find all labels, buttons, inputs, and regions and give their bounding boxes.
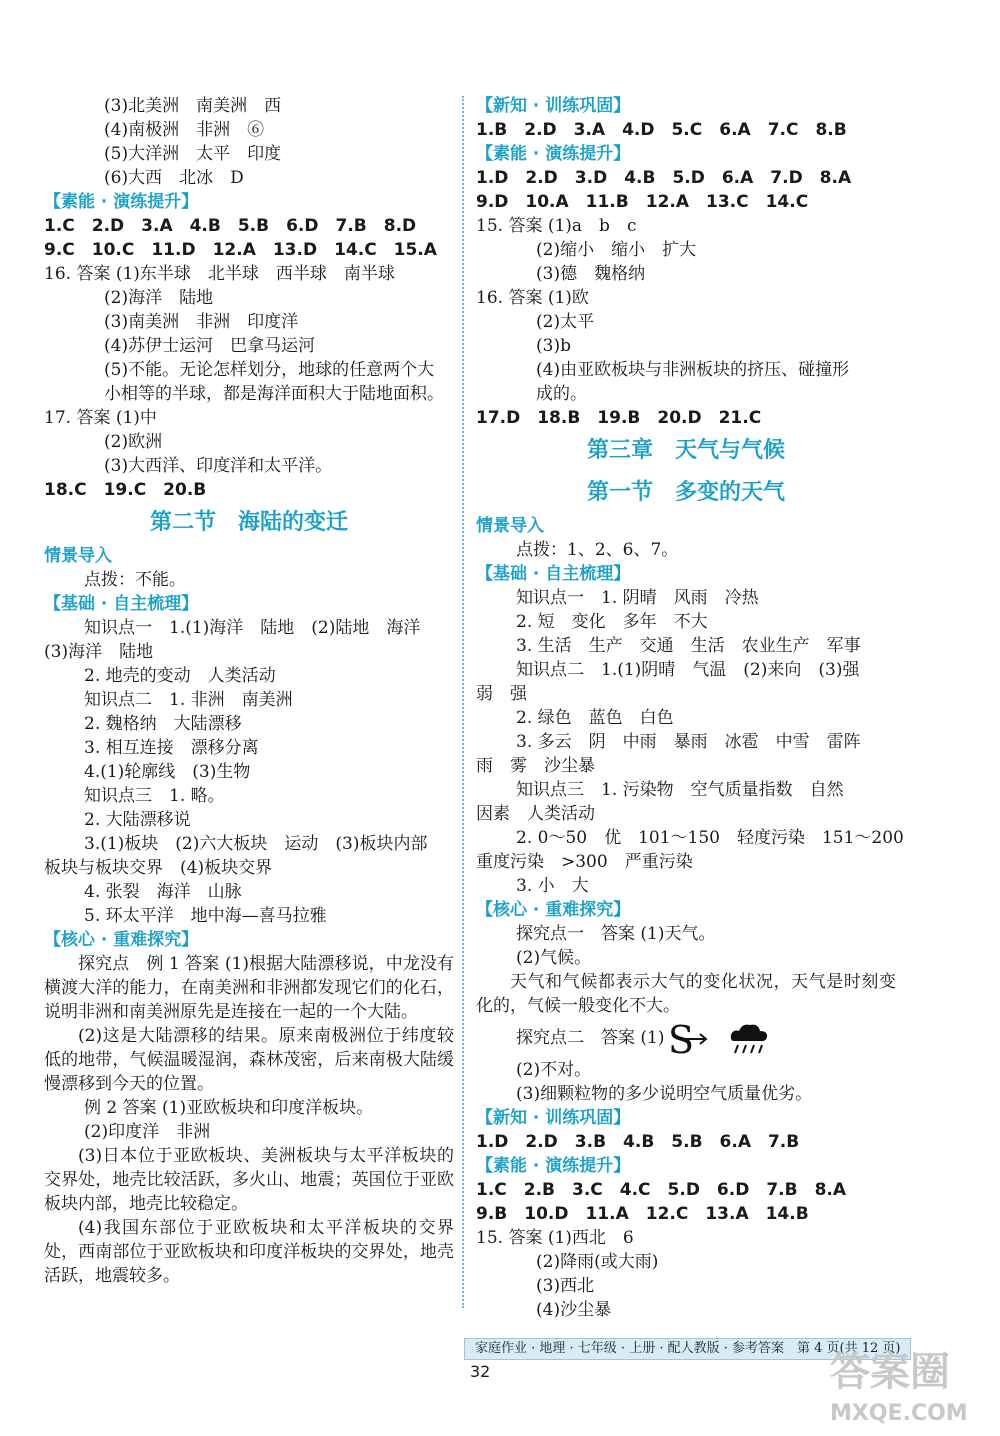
answer-key-row: 1.C 2.D 3.A 4.B 5.B 6.D 7.B 8.D <box>44 216 417 236</box>
section-heading: 【素能 · 演练提升】 <box>476 144 631 164</box>
answer-line: 3. 小 大 <box>516 876 589 896</box>
answer-key-row: 1.D 2.D 3.D 4.B 5.D 6.A 7.D 8.A <box>476 168 852 188</box>
section-heading: 【新知 · 训练巩固】 <box>476 96 631 116</box>
answer-line: (3)西北 <box>536 1276 595 1296</box>
section-heading: 【基础 · 自主梳理】 <box>476 564 631 584</box>
answer-line: (3)大西洋、印度洋和太平洋。 <box>104 456 333 476</box>
answer-line: 5. 环太平洋 地中海—喜马拉雅 <box>84 906 327 926</box>
watermark-logo <box>820 1340 990 1430</box>
answer-line: 16. 答案 (1)欧 <box>476 288 589 308</box>
answer-line: 2. 大陆漂移说 <box>84 810 191 830</box>
section-heading: 【核心 · 重难探究】 <box>476 900 631 920</box>
answer-line: 4.(1)轮廓线 (3)生物 <box>84 762 251 782</box>
answer-line: 探究点一 答案 (1)天气。 <box>516 924 716 944</box>
answer-key-row: 9.B 10.D 11.A 12.C 13.A 14.B <box>476 1204 809 1224</box>
answer-line: (4)南极洲 非洲 ⑥ <box>104 120 265 140</box>
section-heading: 【新知 · 训练巩固】 <box>476 1108 631 1128</box>
weather-symbols <box>668 1021 770 1057</box>
answer-line: 17. 答案 (1)中 <box>44 408 157 428</box>
answer-line: 小相等的半球，都是海洋面积大于陆地面积。 <box>104 384 444 404</box>
chapter-title: 第三章 天气与气候 <box>586 438 785 463</box>
answer-line: 3. 相互连接 漂移分离 <box>84 738 259 758</box>
answer-line: (2)海洋 陆地 <box>104 288 214 308</box>
answer-line: (2)缩小 缩小 扩大 <box>536 240 697 260</box>
answer-text: 探究点二 答案 (1) <box>516 1028 665 1048</box>
answer-line: (2)不对。 <box>516 1060 592 1080</box>
answer-line: (2)气候。 <box>516 948 592 968</box>
answer-line: (2)印度洋 非洲 <box>84 1122 211 1142</box>
answer-paragraph: 天气和气候都表示大气的变化状况，天气是时刻变化的，气候一般变化不大。 <box>476 972 896 1016</box>
answer-line: (3)德 魏格纳 <box>536 264 646 284</box>
left-column <box>44 94 454 1288</box>
answer-line: (3)细颗粒物的多少说明空气质量优劣。 <box>516 1084 813 1104</box>
answer-paragraph: (2)这是大陆漂移的结果。原来南极洲位于纬度较低的地带，气候温暖湿润，森林茂密，后来南极大陆缓慢漂移到今天的位置。 <box>44 1026 454 1094</box>
answer-line: (4)苏伊士运河 巴拿马运河 <box>104 336 316 356</box>
answer-line: (2)太平 <box>536 312 595 332</box>
answer-line-with-icons <box>476 1018 896 1058</box>
answer-line: 2. 0～50 优 101～150 轻度污染 151～200 <box>516 828 904 848</box>
answer-paragraph: 探究点 例 1 答案 (1)根据大陆漂移说，中龙没有横渡大洋的能力，在南美洲和非洲都发现它们的化石，说明非洲和南美洲原先是连接在一起的一个大陆。 <box>44 954 454 1022</box>
answer-line: (4)由亚欧板块与非洲板块的挤压、碰撞形 <box>536 360 850 380</box>
answer-key-row: 1.C 2.B 3.C 4.C 5.D 6.D 7.B 8.A <box>476 1180 847 1200</box>
watermark-text: 答案圈 <box>830 1349 950 1395</box>
answer-line: (5)大洋洲 太平 印度 <box>104 144 282 164</box>
answer-line: 3. 生活 生产 交通 生活 农业生产 军事 <box>516 636 861 656</box>
answer-line: 知识点二 1.(1)阴晴 气温 (2)来向 (3)强 <box>516 660 860 680</box>
section-heading: 情景导入 <box>44 546 112 566</box>
answer-line: (2)欧洲 <box>104 432 163 452</box>
watermark-url: MXQE.COM <box>830 1401 968 1426</box>
answer-line: 例 2 答案 (1)亚欧板块和印度洋板块。 <box>84 1098 374 1118</box>
answer-line: 16. 答案 (1)东半球 北半球 西半球 南半球 <box>44 264 395 284</box>
answer-line: 知识点一 1. 阴晴 风雨 冷热 <box>516 588 759 608</box>
answer-line: 4. 张裂 海洋 山脉 <box>84 882 242 902</box>
section-heading: 【核心 · 重难探究】 <box>44 930 199 950</box>
footer-banner: 家庭作业 · 地理 · 七年级 · 上册 · 配人教版 · 参考答案 第 4 页(共 12 页) <box>464 1338 911 1360</box>
svg-text:S: S <box>668 1020 695 1057</box>
answer-key-row: 9.C 10.C 11.D 12.A 13.D 14.C 15.A <box>44 240 437 260</box>
answer-line: (6)大西 北冰 D <box>104 168 244 188</box>
answer-line: 知识点三 1. 污染物 空气质量指数 自然 <box>516 780 844 800</box>
answer-line: 15. 答案 (1)西北 6 <box>476 1228 634 1248</box>
answer-line: 因素 人类活动 <box>476 804 595 824</box>
answer-line: 重度污染 >300 严重污染 <box>476 852 693 872</box>
chapter-title: 第二节 海陆的变迁 <box>149 510 348 535</box>
chapter-title: 第一节 多变的天气 <box>586 480 785 505</box>
answer-line: 弱 强 <box>476 684 527 704</box>
section-heading: 【基础 · 自主梳理】 <box>44 594 199 614</box>
section-heading: 【素能 · 演练提升】 <box>44 192 199 212</box>
answer-line: 雨 雾 沙尘暴 <box>476 756 595 776</box>
rain-cloud-icon <box>728 1021 770 1057</box>
answer-line: 成的。 <box>536 384 587 404</box>
answer-line: (4)沙尘暴 <box>536 1300 612 1320</box>
answer-key-row: 1.B 2.D 3.A 4.D 5.C 6.A 7.C 8.B <box>476 120 847 140</box>
answer-line: (3)海洋 陆地 <box>44 642 154 662</box>
answer-line: 3.(1)板块 (2)六大板块 运动 (3)板块内部 <box>84 834 428 854</box>
answer-paragraph: (4)我国东部位于亚欧板块和太平洋板块的交界处，西南部位于亚欧板块和印度洋板块的交界处，地壳活跃，地震较多。 <box>44 1218 454 1286</box>
section-heading: 【素能 · 演练提升】 <box>476 1156 631 1176</box>
answer-key-row: 9.D 10.A 11.B 12.A 13.C 14.C <box>476 192 809 212</box>
answer-line: (3)南美洲 非洲 印度洋 <box>104 312 299 332</box>
answer-line: 板块与板块交界 (4)板块交界 <box>44 858 273 878</box>
answer-key-row: 18.C 19.C 20.B <box>44 480 207 500</box>
answer-line: (3)b <box>536 336 571 356</box>
right-column <box>476 94 904 1322</box>
column-divider <box>462 96 464 1308</box>
answer-line: 点拨：不能。 <box>84 570 186 590</box>
answer-line: 知识点三 1. 略。 <box>84 786 225 806</box>
answer-key-row: 1.D 2.D 3.B 4.B 5.B 6.A 7.B <box>476 1132 800 1152</box>
answer-line: (2)降雨(或大雨) <box>536 1252 659 1272</box>
answer-line: 2. 绿色 蓝色 白色 <box>516 708 674 728</box>
answer-line: 2. 地壳的变动 人类活动 <box>84 666 276 686</box>
answer-line: 3. 多云 阴 中雨 暴雨 冰雹 中雪 雷阵 <box>516 732 861 752</box>
answer-line: 2. 魏格纳 大陆漂移 <box>84 714 242 734</box>
sandstorm-icon <box>668 1021 708 1057</box>
answer-line: 点拨：1、2、6、7。 <box>516 540 679 560</box>
answer-line: (5)不能。无论怎样划分，地球的任意两个大 <box>104 360 435 380</box>
answer-line: 15. 答案 (1)a b c <box>476 216 637 236</box>
answer-line: 知识点二 1. 非洲 南美洲 <box>84 690 293 710</box>
answer-key-row: 17.D 18.B 19.B 20.D 21.C <box>476 408 762 428</box>
page-number: 32 <box>470 1362 491 1381</box>
section-heading: 情景导入 <box>476 516 544 536</box>
answer-line: (3)北美洲 南美洲 西 <box>104 96 282 116</box>
answer-paragraph: (3)日本位于亚欧板块、美洲板块与太平洋板块的交界处，地壳比较活跃，多火山、地震；英国位于亚欧板块内部，地壳比较稳定。 <box>44 1146 454 1214</box>
answer-line: 知识点一 1.(1)海洋 陆地 (2)陆地 海洋 <box>84 618 421 638</box>
answer-line: 2. 短 变化 多年 不大 <box>516 612 708 632</box>
